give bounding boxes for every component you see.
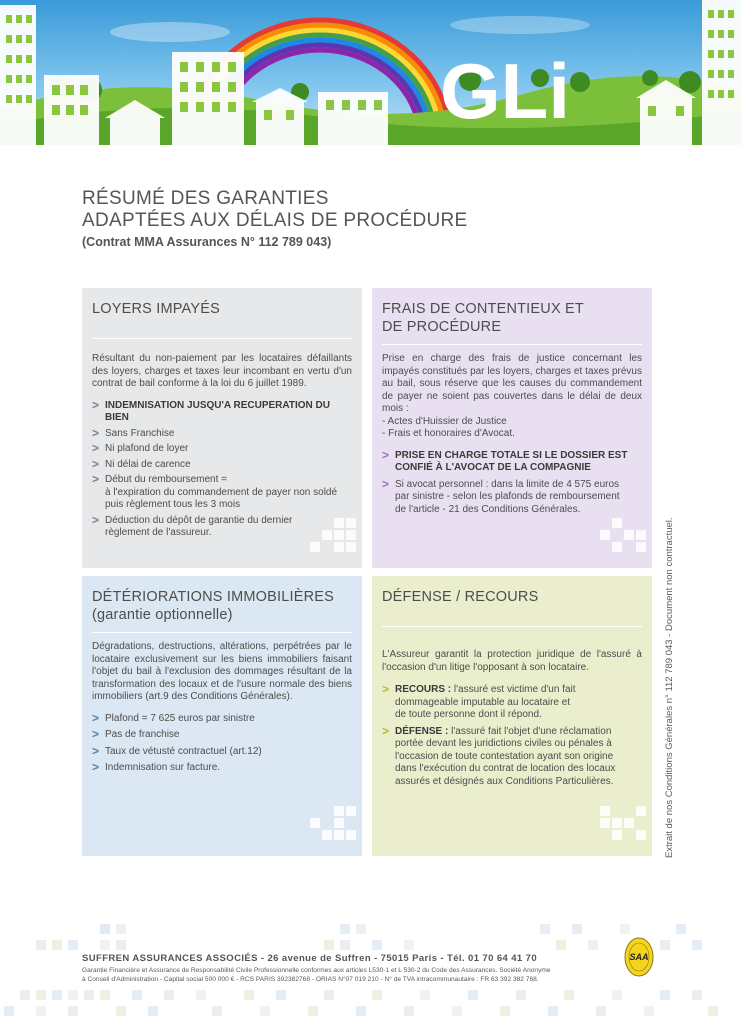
vertical-disclaimer: Extrait de nos Conditions Générales n° 112 789 043 - Document non contractuel. <box>664 517 675 858</box>
header-banner <box>0 0 741 145</box>
list-item: > Taux de vétusté contractuel (art.12) <box>92 743 262 758</box>
panel-divider <box>382 344 642 345</box>
list-item: > Sans Franchise <box>92 425 175 440</box>
list-item: > Ni plafond de loyer <box>92 441 189 455</box>
panel-list-line: - Actes d'Huissier de Justice <box>382 415 507 427</box>
arrow-icon: > <box>92 456 100 471</box>
list-item: > Si avocat personnel : dans la limite de 4 575 euros par sinistre - selon les plafonds de remboursement de l'article - 21 des Conditions Générales. <box>382 476 620 515</box>
panel-intro: Prise en charge des frais de justice concernant les impayés constitués par les loyers, charges et taxes prévus au bail, sous réserve que les causes du commandement de payer ne soient pas couvertes dans le délai de deux mois : <box>382 353 642 414</box>
panel-heading: FRAIS DE CONTENTIEUX ET DE PROCÉDURE <box>382 301 584 335</box>
saa-logo <box>624 937 654 977</box>
panel-divider <box>92 632 352 633</box>
panel-heading: DÉFENSE / RECOURS <box>382 589 539 605</box>
list-item: > RECOURS : l'assuré est victime d'un fait dommageable imputable au locataire et de toute personne dont il répond. <box>382 682 576 720</box>
panel-loyers-impayes <box>82 288 362 568</box>
panel-divider <box>382 626 642 627</box>
document-title <box>82 188 642 249</box>
legal-mentions: Garantie Financière et Assurance de Responsabilité Civile Professionnelle conformes aux articles L530-1 et L 530-2 du Code des Assurances. Société Anonyme à Conseil d'Administration - Capital social 500 000 € - RCS PARIS 392382768 - ORIAS N°07 019 210 - N° de TVA intracommunautaire : FR 63 392 382 768. <box>82 967 551 983</box>
list-item: > PRISE EN CHARGE TOTALE SI LE DOSSIER EST CONFIÉ À L'AVOCAT DE LA COMPAGNIE <box>382 447 628 473</box>
list-item: > Indemnisation sur facture. <box>92 760 221 774</box>
guarantee-list <box>92 710 352 775</box>
arrow-icon: > <box>92 472 100 486</box>
panel-intro: Résultant du non-paiement par les locataires défaillants des loyers, charges et taxes leur incombant en vertu d'un contrat de bail conforme à la loi du 6 juillet 1989. <box>92 353 352 389</box>
panel-intro: L'Assureur garantit la protection juridique de l'assuré à l'occasion d'un litige l'opposant à son locataire. <box>382 649 642 673</box>
arrow-icon: > <box>382 447 390 462</box>
footer-text <box>82 953 612 984</box>
panel-frais-contentieux <box>372 288 652 568</box>
list-item: > Ni délai de carence <box>92 456 191 471</box>
title-line-1: RÉSUMÉ DES GARANTIES <box>82 188 329 209</box>
guarantee-list <box>382 684 642 788</box>
footer <box>0 920 741 1024</box>
panel-heading: LOYERS IMPAYÉS <box>92 301 220 317</box>
decorative-squares <box>600 518 648 562</box>
list-item: > Début du remboursement = à l'expiration du commandement de payer non soldé puis règlement tous les 3 mois <box>92 472 338 510</box>
list-item: > DÉFENSE : l'assuré fait l'objet d'une réclamation portée devant les juridictions civiles ou pénales à l'occasion de toute contestation ayant son origine dans l'exécution du contrat de location des locaux assurés et désignés aux Conditions Particulières. <box>382 723 616 787</box>
decorative-squares <box>310 518 358 562</box>
arrow-icon: > <box>92 760 100 774</box>
arrow-icon: > <box>382 682 390 696</box>
decorative-squares <box>310 806 358 850</box>
svg-text:SAA: SAA <box>629 952 649 962</box>
guarantee-list <box>382 447 642 517</box>
arrow-icon: > <box>92 441 100 455</box>
list-item: > Déduction du dépôt de garantie du dernier règlement de l'assureur. <box>92 512 293 538</box>
arrow-icon: > <box>92 743 100 758</box>
arrow-icon: > <box>92 397 100 412</box>
arrow-icon: > <box>382 476 390 491</box>
arrow-icon: > <box>92 710 100 725</box>
title-line-2: ADAPTÉES AUX DÉLAIS DE PROCÉDURE <box>82 210 468 231</box>
panel-heading: DÉTÉRIORATIONS IMMOBILIÈRES (garantie optionnelle) <box>92 589 334 623</box>
company-address: SUFFREN ASSURANCES ASSOCIÉS - 26 avenue de Suffren - 75015 Paris - Tél. 01 70 64 41 70 <box>82 953 538 964</box>
arrow-icon: > <box>92 425 100 440</box>
contract-subtitle: (Contrat MMA Assurances N° 112 789 043) <box>82 235 332 249</box>
panel-intro: Dégradations, destructions, altérations, perpétrées par le locataire exclusivement sur les biens immobiliers faisant l'objet du bail à l'exclusion des dommages résultant de la transformation des locaux et de l'usure normale des biens immobiliers (art.9 des Conditions Générales). <box>92 641 352 702</box>
panel-list-line: - Frais et honoraires d'Avocat. <box>382 428 515 439</box>
panel-divider <box>92 338 352 339</box>
list-item: > Plafond = 7 625 euros par sinistre <box>92 710 255 725</box>
arrow-icon: > <box>92 727 100 741</box>
panel-deteriorations <box>82 576 362 856</box>
gli-logo: GLi <box>440 47 570 135</box>
panel-defense-recours <box>372 576 652 856</box>
list-item: > Pas de franchise <box>92 727 180 741</box>
list-item: > INDEMNISATION JUSQU'A RECUPERATION DU BIEN <box>92 397 330 423</box>
banner-illustration <box>0 0 741 145</box>
arrow-icon: > <box>92 512 100 527</box>
decorative-squares <box>600 806 648 850</box>
arrow-icon: > <box>382 723 390 738</box>
